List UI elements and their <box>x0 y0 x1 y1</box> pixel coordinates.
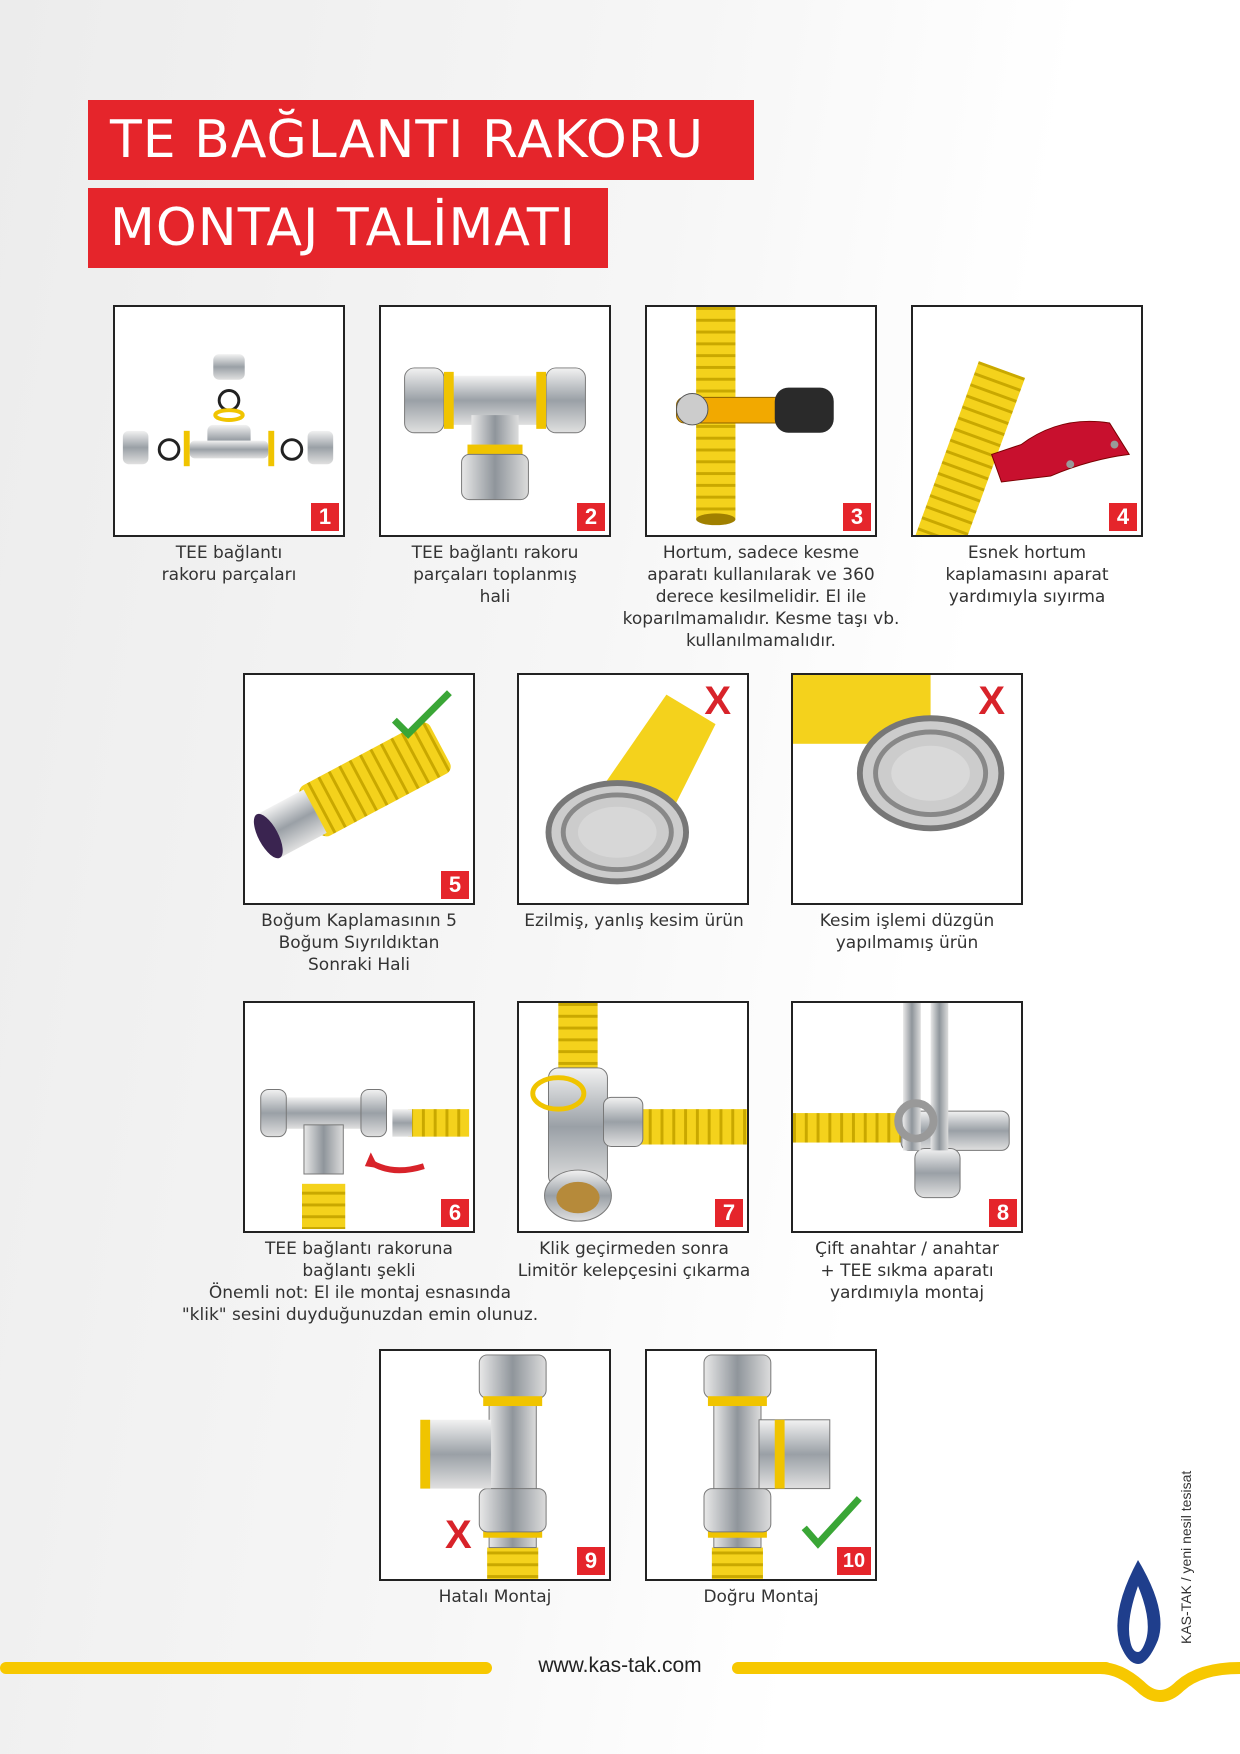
step-5-caption: Boğum Kaplamasının 5 Boğum Sıyrıldıktan Sonraki Hali <box>261 911 457 975</box>
step-number-badge: 9 <box>577 1547 605 1575</box>
title-line-2: MONTAJ TALİMATI <box>88 188 608 268</box>
important-note: Önemli not: El ile montaj esnasında "klik" sesini duyduğunuzdan emin olunuz. <box>181 1283 539 1325</box>
title-line-1: TE BAĞLANTI RAKORU <box>88 100 754 180</box>
step-7-caption: Klik geçirmeden sonra Limitör kelepçesini çıkarma <box>517 1239 751 1281</box>
step-7-panel <box>517 1001 749 1233</box>
step-number-badge: 7 <box>715 1199 743 1227</box>
crushed-cut-caption: Ezilmiş, yanlış kesim ürün <box>524 911 744 931</box>
footer-line-right <box>732 1662 1112 1674</box>
step-1-caption: TEE bağlantı rakoru parçaları <box>161 543 297 585</box>
step-number-badge: 8 <box>989 1199 1017 1227</box>
limiter-clip-removal-image <box>519 1003 747 1231</box>
step-9-caption: Hatalı Montaj <box>438 1587 552 1607</box>
step-3-caption: Hortum, sadece kesme aparatı kullanılarak ve 360 derece kesilmelidir. El ile koparılmamalıdır. Kesme taşı vb. kullanılmamalıdır. <box>622 543 900 651</box>
hose-cutter-image <box>647 307 875 535</box>
step-5-panel <box>243 673 475 905</box>
bad-cut-caption: Kesim işlemi düzgün yapılmamış ürün <box>819 911 995 953</box>
check-icon <box>804 1498 859 1543</box>
step-3-panel <box>645 305 877 537</box>
hose-stripping-image <box>913 307 1141 535</box>
tee-parts-image <box>115 307 343 535</box>
correct-assembly-image <box>647 1351 875 1579</box>
flame-logo-icon <box>1108 1560 1168 1670</box>
step-number-badge: 10 <box>837 1547 871 1575</box>
step-9-panel <box>379 1349 611 1581</box>
step-number-badge: 2 <box>577 503 605 531</box>
wrench-assembly-image <box>793 1003 1021 1231</box>
wrong-assembly-image <box>381 1351 609 1579</box>
stripped-hose-image <box>245 675 473 903</box>
step-4-panel <box>911 305 1143 537</box>
brand-vertical-text: KAS-TAK / yeni nesil tesisat <box>1178 1470 1194 1644</box>
step-number-badge: 3 <box>843 503 871 531</box>
step-number-badge: 5 <box>441 871 469 899</box>
step-10-panel <box>645 1349 877 1581</box>
step-number-badge: 6 <box>441 1199 469 1227</box>
crushed-cut-panel <box>517 673 749 905</box>
wrong-x-icon: X <box>978 679 1005 723</box>
bad-cut-panel <box>791 673 1023 905</box>
step-2-caption: TEE bağlantı rakoru parçaları toplanmış hali <box>411 543 579 607</box>
step-4-caption: Esnek hortum kaplamasını aparat yardımıyla sıyırma <box>945 543 1109 607</box>
step-number-badge: 1 <box>311 503 339 531</box>
footer-line-left <box>0 1662 492 1674</box>
website-link[interactable]: www.kas-tak.com <box>538 1654 702 1677</box>
tee-connection-image <box>245 1003 473 1231</box>
step-6-panel <box>243 1001 475 1233</box>
step-8-caption: Çift anahtar / anahtar + TEE sıkma aparatı yardımıyla montaj <box>815 1239 999 1303</box>
tee-assembled-image <box>381 307 609 535</box>
wrong-x-icon: X <box>445 1513 472 1557</box>
step-10-caption: Doğru Montaj <box>703 1587 819 1607</box>
step-2-panel <box>379 305 611 537</box>
step-6-caption: TEE bağlantı rakoruna bağlantı şekli <box>265 1239 453 1281</box>
step-1-panel <box>113 305 345 537</box>
step-number-badge: 4 <box>1109 503 1137 531</box>
arrow-left-icon <box>371 1162 424 1170</box>
step-8-panel <box>791 1001 1023 1233</box>
wrong-x-icon: X <box>704 679 731 723</box>
